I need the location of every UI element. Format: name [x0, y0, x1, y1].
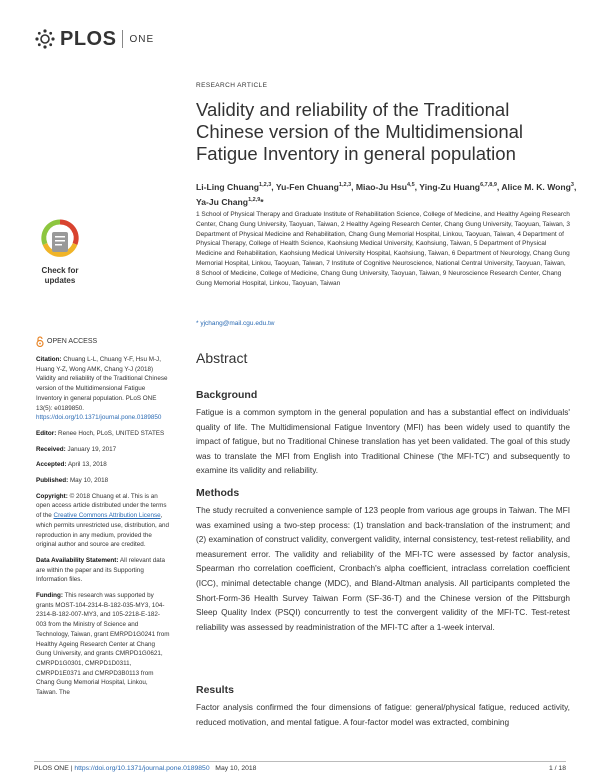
open-access-label: OPEN ACCESS: [36, 336, 170, 347]
open-lock-icon: [36, 336, 44, 347]
author-list: Li-Ling Chuang$^{1,2,3}$, Yu-Fen Chuang$^{1,2,3}$, Miao-Ju Hsu$^{4,5}$, Ying-Zu Huang$^{6,7,8,9}$, Alice M. K. Wong$^3$, Ya-Ju Chang$^{1,2,9}$*: [196, 181, 577, 207]
published-date: Published: May 10, 2018: [36, 477, 109, 485]
methods-text: The study recruited a convenience sample of 123 people from various age groups in Taiwan. The MFI was examined using a two-step process: (1) translation and back-translation of the instrument; and (2) examination of construct validity, convergent validity, internal consistency, test-retest reliability, and measurement error. The validity and reliability of the MFI-TC were assessed by factor analysis, Spearman rho correlation coefficient, Cronbach's alpha coefficient, intraclass correlation coefficient (ICC), minimal detectable change (MDC), and Bland-Altman analysis. All participants completed the Short-Form-36 Health Survey Taiwan Form (SF-36-T) and the Chinese version of the Pittsburgh Sleep Quality Index (PSQI) concurrently to test the convergent validity of the MFI-TC. Test-retest reliability was assessed by readministration of the MFI-TC after a 1-week interval.: [196, 505, 570, 632]
plos-logo-icon: [34, 28, 56, 50]
check-updates-line2: updates: [44, 276, 76, 285]
accepted-date: Accepted: April 13, 2018: [36, 461, 107, 469]
citation: Citation: Chuang L-L, Chuang Y-F, Hsu M-J, Huang Y-Z, Wong AMK, Chang Y-J (2018) Validity and reliability of the Traditional Chinese version of the Multidimensional Fatigue Inventory in general population. PLoS ONE 13(5): e0189850. https://doi.org/10.1371/journal.pone.0189850: [36, 356, 168, 422]
affiliations: 1 School of Physical Therapy and Graduate Institute of Rehabilitation Science, College of Medicine, and Healthy Ageing Research Center, Chang Gung University, Taoyuan, Taiwan, 2 Healthy Ageing Research Center, Chang Gung University, Taoyuan, Taiwan, 3 Department of Physical Medicine and Rehabilitation, Chang Gung Memorial Hospital, Linkou, Taoyuan, Taiwan, 4 Department of Physical Therapy, College of Health Science, Kaohsiung Medical University, Kaohsiung, Taiwan, 5 Department of Physical Medicine and Rehabilitation, Kaohsiung Medical University Hospital, Kaohsiung, Taiwan, 6 Department of Neurology, Chang Gung Memorial Hospital, Linkou, Taoyuan, Taiwan, 7 Institute of Cognitive Neuroscience, National Central University, Taoyuan, Taiwan, 8 School of Medicine, College of Medicine, Chang Gung University, Taoyuan, Taiwan, 9 Neuroscience Research Center, Chang Gung Memorial Hospital, Linkou, Taoyuan, Taiwan: [196, 211, 570, 287]
page-number: 1 / 18: [548, 765, 566, 772]
footer-doi-link[interactable]: https://doi.org/10.1371/journal.pone.0189850: [74, 765, 210, 772]
background-text: Fatigue is a common symptom in the general population and has a substantial effect on individuals' quality of life. The Multidimensional Fatigue Inventory (MFI) has been widely used to quantify the impact of fatigue, but no Traditional Chinese translation has yet been validated. The goal of this study was to translate the MFI from English into Traditional Chinese ('the MFI-TC') and subsequently to examine its validity and reliability.: [196, 407, 570, 476]
results-heading: Results: [196, 684, 234, 696]
journal-logo[interactable]: [34, 26, 154, 52]
logo-journal: ONE: [129, 33, 155, 45]
article-title: Validity and reliability of the Traditional Chinese version of the Multidimensional Fatigue Inventory in general population: [196, 99, 524, 164]
funding: Funding: This research was supported by grants MOST-104-2314-B-182-035-MY3, 104-2314-B-182-007-MY3, and 105-2218-E-182-003 from the Ministry of Science and Technology, Taiwan, grant EMRPD1G0241 from Healthy Ageing Research Center at Chang Gung University, and grants CMRPD1G0621, CMRPD1G0301, CMRPD1D0311, CMRPD1E0371 and CMRPD3B0113 from Chang Gung Memorial Hospital, Linkou, Taiwan. The: [36, 592, 170, 697]
page-footer: PLOS ONE | https://doi.org/10.1371/journal.pone.0189850 May 10, 2018 1 / 18: [34, 765, 566, 772]
logo-divider: [122, 30, 123, 48]
background-heading: Background: [196, 389, 258, 401]
editor: Editor: Renee Hoch, PLoS, UNITED STATES: [36, 429, 165, 437]
logo-brand: PLOS: [60, 27, 117, 50]
footer-date: May 10, 2018: [215, 765, 257, 772]
footer-divider: [34, 761, 566, 762]
article-metadata: [36, 336, 170, 704]
data-availability: Data Availability Statement: All relevant data are within the paper and its Supporting Information files.: [36, 556, 166, 584]
check-updates-line1: Check for: [41, 266, 79, 275]
received-date: Received: January 19, 2017: [36, 445, 117, 453]
citation-doi-link[interactable]: https://doi.org/10.1371/journal.pone.0189850: [36, 414, 162, 422]
results-text: Factor analysis confirmed the four dimensions of fatigue: general/physical fatigue, reduced activity, reduced motivation, and mental fatigue. A four-factor model was extracted, combining: [196, 702, 570, 727]
footer-journal: PLOS ONE: [34, 765, 69, 772]
cc-license-link[interactable]: Creative Commons Attribution License: [53, 512, 161, 520]
methods-heading: Methods: [196, 487, 240, 499]
copyright: Copyright: © 2018 Chuang et al. This is an open access article distributed under the terms of the Creative Commons Attribution License, which permits unrestricted use, distribution, and reproduction in any medium, provided the original author and source are credited.: [36, 492, 169, 549]
check-for-updates-badge[interactable]: [37, 218, 83, 292]
corresponding-email[interactable]: * yjchang@mail.cgu.edu.tw: [196, 320, 275, 327]
abstract-heading: Abstract: [196, 350, 248, 366]
article-type: RESEARCH ARTICLE: [196, 82, 268, 89]
